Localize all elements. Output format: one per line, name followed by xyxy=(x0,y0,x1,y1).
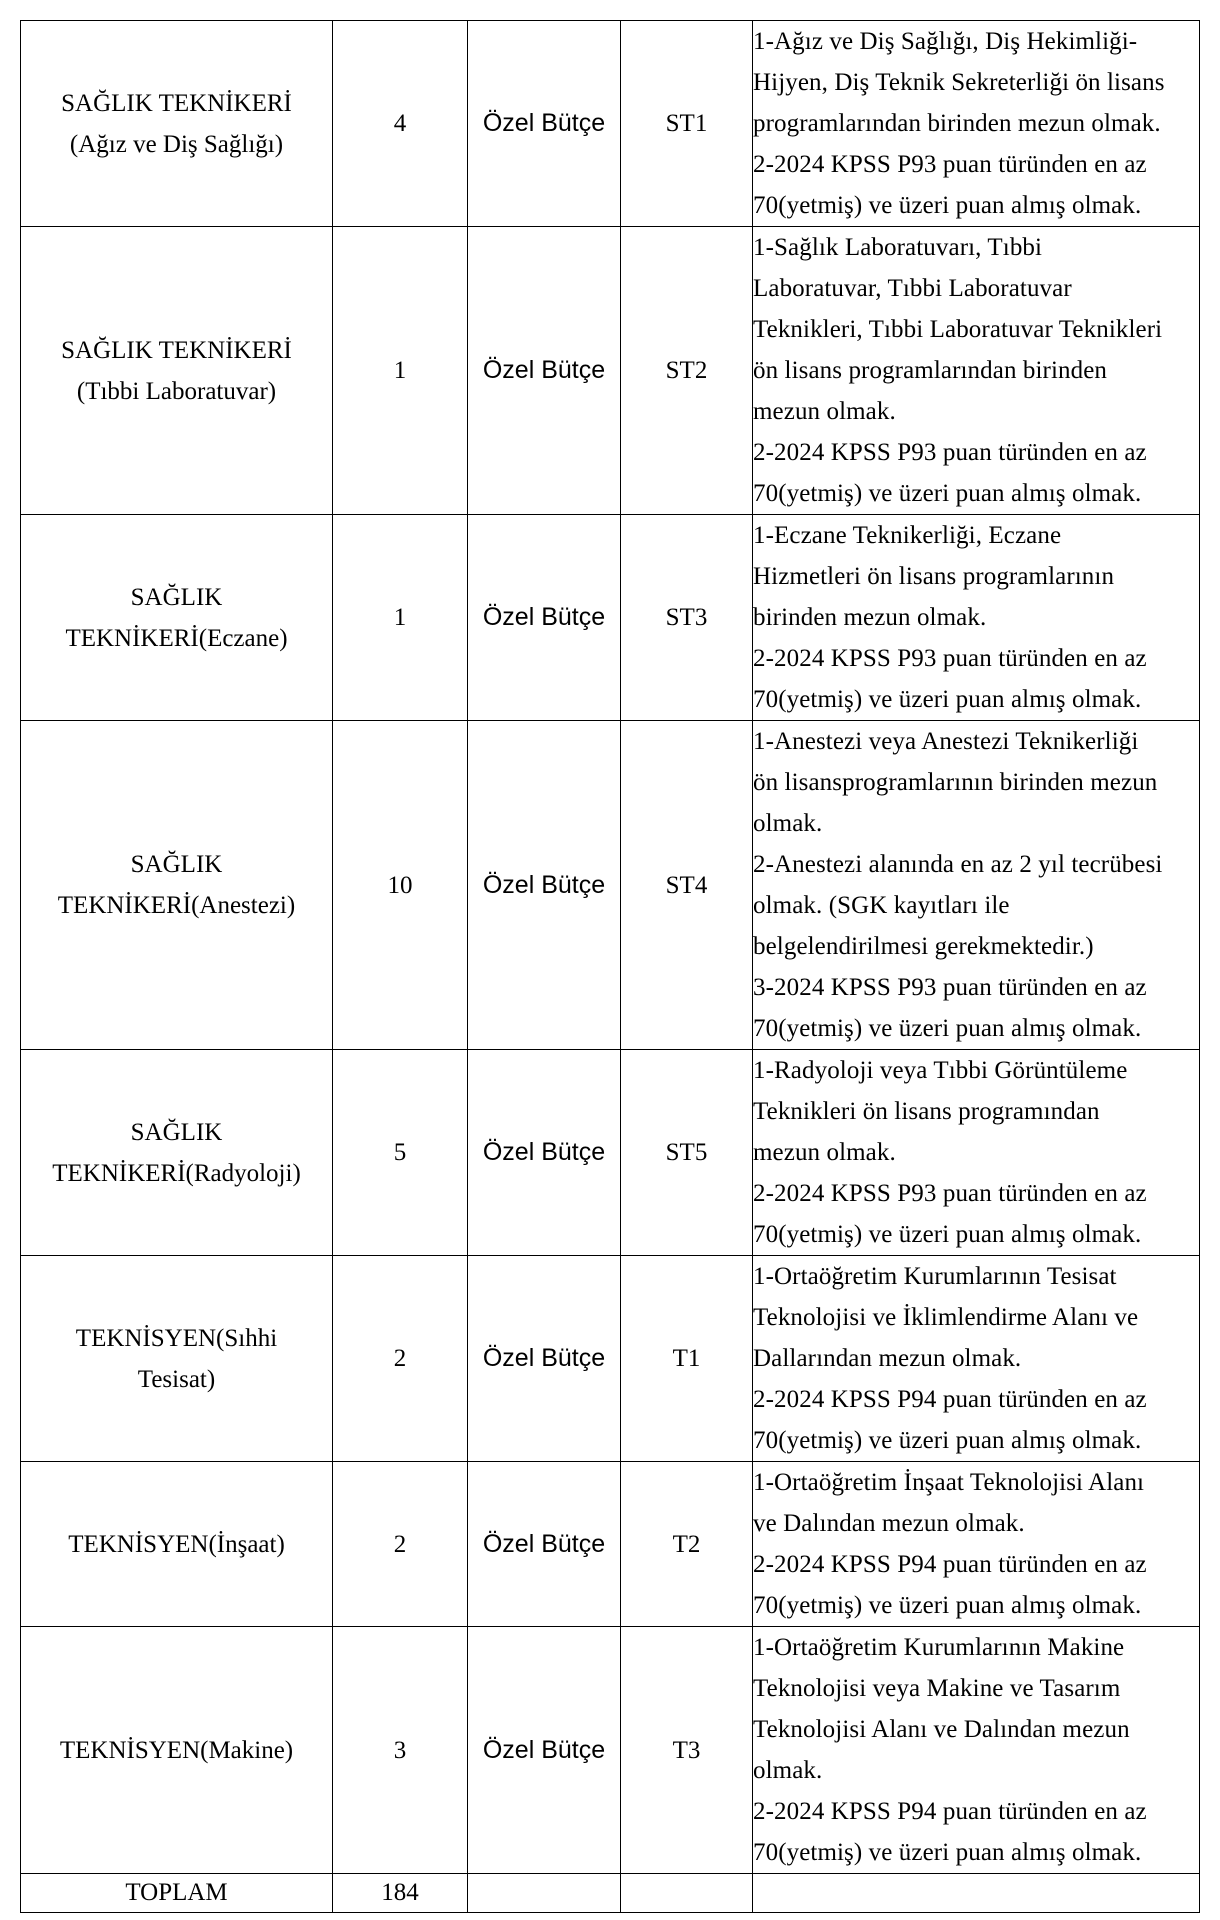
position-budget: Özel Bütçe xyxy=(468,721,621,1050)
position-budget: Özel Bütçe xyxy=(468,21,621,227)
position-title-line: TEKNİKERİ(Anestezi) xyxy=(57,892,296,919)
position-title-line: TEKNİKERİ(Radyoloji) xyxy=(52,1159,301,1187)
position-row xyxy=(21,515,1200,721)
total-budget-empty xyxy=(468,1874,621,1913)
position-title-line: SAĞLIK xyxy=(130,851,223,878)
position-count: 4 xyxy=(333,21,468,227)
requirement-line: birinden mezun olmak. xyxy=(753,604,987,631)
position-title-line: TEKNİKERİ(Eczane) xyxy=(65,624,288,652)
position-row xyxy=(21,1627,1200,1874)
requirement-line: 1-Sağlık Laboratuvarı, Tıbbi xyxy=(753,234,1043,261)
requirement-line: 70(yetmiş) ve üzeri puan almış olmak. xyxy=(753,1427,1142,1454)
position-budget: Özel Bütçe xyxy=(468,1256,621,1462)
position-title xyxy=(21,1050,333,1256)
requirement-line: belgelendirilmesi gerekmektedir.) xyxy=(753,933,1094,960)
requirement-line: 70(yetmiş) ve üzeri puan almış olmak. xyxy=(753,686,1142,713)
position-requirements xyxy=(753,1627,1200,1874)
requirement-line: ön lisansprogramlarının birinden mezun xyxy=(753,769,1158,796)
position-count: 1 xyxy=(333,227,468,515)
requirement-line: olmak. xyxy=(753,810,823,837)
position-title-line: TEKNİSYEN(Makine) xyxy=(59,1736,294,1764)
position-code: ST1 xyxy=(621,21,753,227)
position-title-line: TEKNİSYEN(Sıhhi xyxy=(75,1324,278,1352)
position-count: 2 xyxy=(333,1462,468,1627)
requirement-line: 1-Ortaöğretim İnşaat Teknolojisi Alanı xyxy=(753,1469,1145,1496)
requirement-line: 70(yetmiş) ve üzeri puan almış olmak. xyxy=(753,1592,1142,1619)
position-budget: Özel Bütçe xyxy=(468,1627,621,1874)
position-row xyxy=(21,227,1200,515)
requirement-line: 1-Anestezi veya Anestezi Teknikerliği xyxy=(753,728,1139,755)
requirement-line: olmak. (SGK kayıtları ile xyxy=(753,892,1010,919)
total-requirements-empty xyxy=(753,1874,1200,1913)
position-row xyxy=(21,1462,1200,1627)
requirement-line: 1-Ortaöğretim Kurumlarının Tesisat xyxy=(753,1263,1117,1290)
position-requirements xyxy=(753,227,1200,515)
requirement-line: 2-2024 KPSS P94 puan türünden en az xyxy=(753,1551,1147,1578)
position-title xyxy=(21,1256,333,1462)
position-title xyxy=(21,721,333,1050)
position-code: ST3 xyxy=(621,515,753,721)
requirement-line: 1-Ortaöğretim Kurumlarının Makine xyxy=(753,1634,1125,1661)
position-code: T2 xyxy=(621,1462,753,1627)
total-label: TOPLAM xyxy=(21,1874,333,1913)
requirement-line: Laboratuvar, Tıbbi Laboratuvar xyxy=(753,275,1072,302)
position-requirements xyxy=(753,1462,1200,1627)
position-title xyxy=(21,1462,333,1627)
position-code: ST5 xyxy=(621,1050,753,1256)
requirement-line: Teknikleri, Tıbbi Laboratuvar Teknikleri xyxy=(753,316,1163,343)
requirement-line: 2-2024 KPSS P93 puan türünden en az xyxy=(753,151,1147,178)
requirement-line: Hijyen, Diş Teknik Sekreterliği ön lisans xyxy=(753,69,1165,96)
requirement-line: ön lisans programlarından birinden xyxy=(753,357,1108,384)
requirement-line: 70(yetmiş) ve üzeri puan almış olmak. xyxy=(753,192,1142,219)
requirement-line: mezun olmak. xyxy=(753,398,896,425)
requirement-line: 1-Ağız ve Diş Sağlığı, Diş Hekimliği- xyxy=(753,28,1138,55)
requirement-line: 1-Radyoloji veya Tıbbi Görüntüleme xyxy=(753,1057,1128,1084)
position-requirements xyxy=(753,1050,1200,1256)
requirement-line: mezun olmak. xyxy=(753,1139,896,1166)
requirement-line: olmak. xyxy=(753,1757,823,1784)
position-code: T3 xyxy=(621,1627,753,1874)
position-title xyxy=(21,21,333,227)
requirement-line: 2-2024 KPSS P93 puan türünden en az xyxy=(753,1180,1147,1207)
total-row xyxy=(21,1874,1200,1913)
position-requirements xyxy=(753,515,1200,721)
position-row xyxy=(21,21,1200,227)
position-code: T1 xyxy=(621,1256,753,1462)
position-count: 2 xyxy=(333,1256,468,1462)
position-requirements xyxy=(753,21,1200,227)
requirement-line: Hizmetleri ön lisans programlarının xyxy=(753,563,1115,590)
requirement-line: Teknikleri ön lisans programından xyxy=(753,1098,1100,1125)
position-requirements xyxy=(753,721,1200,1050)
requirement-line: ve Dalından mezun olmak. xyxy=(753,1510,1025,1537)
position-budget: Özel Bütçe xyxy=(468,515,621,721)
position-row xyxy=(21,721,1200,1050)
position-row xyxy=(21,1050,1200,1256)
requirement-line: 3-2024 KPSS P93 puan türünden en az xyxy=(753,974,1147,1001)
position-row xyxy=(21,1256,1200,1462)
position-title xyxy=(21,227,333,515)
position-title-line: SAĞLIK TEKNİKERİ xyxy=(61,89,292,117)
position-code: ST4 xyxy=(621,721,753,1050)
position-requirements xyxy=(753,1256,1200,1462)
position-code: ST2 xyxy=(621,227,753,515)
position-title-line: TEKNİSYEN(İnşaat) xyxy=(68,1530,285,1558)
position-budget: Özel Bütçe xyxy=(468,1050,621,1256)
requirement-line: 70(yetmiş) ve üzeri puan almış olmak. xyxy=(753,1221,1142,1248)
positions-table xyxy=(20,20,1200,1913)
requirement-line: 2-Anestezi alanında en az 2 yıl tecrübesi xyxy=(753,851,1163,878)
requirement-line: 2-2024 KPSS P94 puan türünden en az xyxy=(753,1386,1147,1413)
position-title-line: (Tıbbi Laboratuvar) xyxy=(76,377,277,405)
requirement-line: 70(yetmiş) ve üzeri puan almış olmak. xyxy=(753,480,1142,507)
requirement-line: Teknolojisi veya Makine ve Tasarım xyxy=(753,1675,1121,1702)
requirement-line: Dallarından mezun olmak. xyxy=(753,1345,1022,1372)
requirement-line: 2-2024 KPSS P93 puan türünden en az xyxy=(753,439,1147,466)
position-title xyxy=(21,515,333,721)
position-count: 1 xyxy=(333,515,468,721)
total-count: 184 xyxy=(333,1874,468,1913)
requirement-line: 70(yetmiş) ve üzeri puan almış olmak. xyxy=(753,1015,1142,1042)
position-title-line: SAĞLIK xyxy=(130,1118,223,1146)
requirement-line: Teknolojisi ve İklimlendirme Alanı ve xyxy=(753,1304,1139,1331)
total-code-empty xyxy=(621,1874,753,1913)
position-count: 10 xyxy=(333,721,468,1050)
requirement-line: 70(yetmiş) ve üzeri puan almış olmak. xyxy=(753,1839,1142,1866)
requirement-line: programlarından birinden mezun olmak. xyxy=(753,110,1161,137)
position-title-line: SAĞLIK xyxy=(130,583,223,611)
requirement-line: 1-Eczane Teknikerliği, Eczane xyxy=(753,522,1062,549)
positions-table-body xyxy=(21,21,1200,1874)
position-budget: Özel Bütçe xyxy=(468,227,621,515)
requirement-line: 2-2024 KPSS P94 puan türünden en az xyxy=(753,1798,1147,1825)
position-title xyxy=(21,1627,333,1874)
position-count: 5 xyxy=(333,1050,468,1256)
position-title-line: SAĞLIK TEKNİKERİ xyxy=(61,336,292,364)
position-budget: Özel Bütçe xyxy=(468,1462,621,1627)
position-title-line: Tesisat) xyxy=(137,1365,216,1393)
position-title-line: (Ağız ve Diş Sağlığı) xyxy=(69,130,284,158)
requirement-line: Teknolojisi Alanı ve Dalından mezun xyxy=(753,1716,1130,1743)
position-count: 3 xyxy=(333,1627,468,1874)
requirement-line: 2-2024 KPSS P93 puan türünden en az xyxy=(753,645,1147,672)
